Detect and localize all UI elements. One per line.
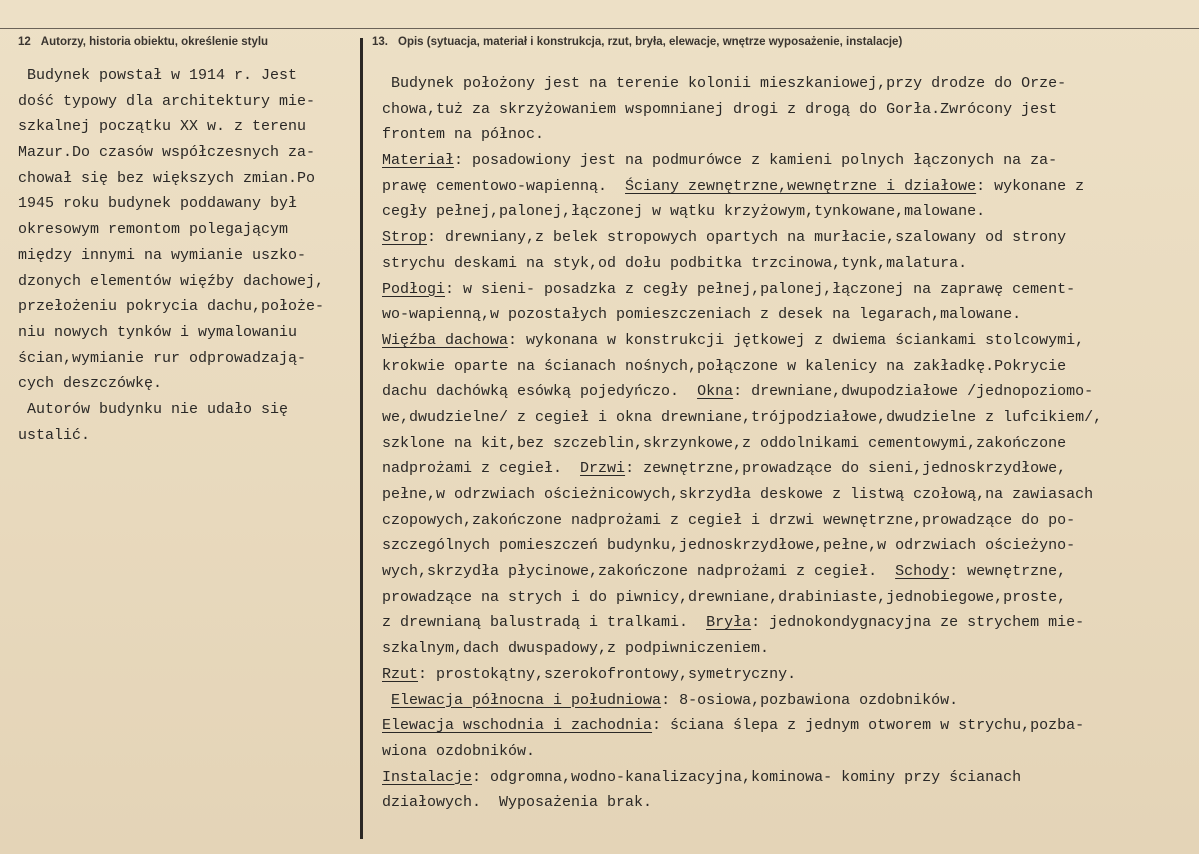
- description-text: : 8-osiowa,pozbawiona ozdobników.: [661, 691, 959, 709]
- section-heading: Elewacja wschodnia i zachodnia: [382, 717, 653, 735]
- section-heading: Materiał: [382, 152, 455, 170]
- description-text: prowadzące na strych i do piwnicy,drewniane,drabiniaste,jednobiegowe,proste,: [382, 588, 1067, 606]
- description-text-line: [382, 559, 1102, 585]
- section-heading: Instalacje: [382, 768, 473, 786]
- description-text-line: [382, 174, 1102, 200]
- description-text-line: [382, 225, 1102, 251]
- description-text: strychu deskami na styk,od dołu podbitka trzcinowa,tynk,malatura.: [382, 254, 968, 272]
- section-heading: Drzwi: [580, 460, 626, 478]
- description-text: : drewniane,dwupodziałowe /jednopoziomo-: [733, 383, 1094, 401]
- description-text-line: [382, 251, 1102, 277]
- description-text: działowych. Wyposażenia brak.: [382, 794, 653, 812]
- history-text-line: okresowym remontom polegającym: [18, 221, 289, 239]
- description-text-line: [382, 302, 1102, 328]
- description-text: krokwie oparte na ścianach nośnych,połączone w kalenicy na zakładkę.Pokrycie: [382, 357, 1067, 375]
- description-text-line: [382, 405, 1102, 431]
- history-text-line: szkalnej początku XX w. z terenu: [18, 118, 307, 136]
- column-divider: [360, 38, 363, 839]
- history-text-line: dzonych elementów więźby dachowej,: [18, 272, 325, 290]
- description-text-line: [382, 585, 1102, 611]
- description-text-line: [382, 456, 1102, 482]
- history-text-line: przełożeniu pokrycia dachu,położe-: [18, 298, 325, 316]
- top-rule: [0, 28, 1199, 29]
- description-text: czopowych,zakończone nadprożami z cegieł i drzwi wewnętrzne,prowadzące do po-: [382, 511, 1076, 529]
- description-text-line: [382, 148, 1102, 174]
- description-text: : ściana ślepa z jednym otworem w strychu,pozba-: [652, 717, 1085, 735]
- description-text: : w sieni- posadzka z cegły pełnej,palonej,łączonej na zaprawę cement-: [445, 280, 1076, 298]
- section-heading: Podłogi: [382, 280, 446, 298]
- left-section-number: 12: [18, 36, 31, 48]
- description-text: : wykonana w konstrukcji jętkowej z dwiema ściankami stolcowymi,: [508, 331, 1085, 349]
- description-text: : wykonane z: [976, 177, 1085, 195]
- history-text-line: ścian,wymianie rur odprowadzają-: [18, 349, 307, 367]
- description-text: : wewnętrzne,: [949, 563, 1067, 581]
- description-text: : odgromna,wodno-kanalizacyjna,kominowa- kominy przy ścianach: [472, 768, 1022, 786]
- history-text-line: dość typowy dla architektury mie-: [18, 92, 316, 110]
- description-text-line: [382, 662, 1102, 688]
- section-heading: Strop: [382, 229, 428, 247]
- right-section-title: Opis (sytuacja, materiał i konstrukcja, rzut, bryła, elewacje, wnętrze wyposażenie, instalacje): [398, 36, 903, 48]
- left-section-title: Autorzy, historia obiektu, określenie stylu: [40, 36, 269, 48]
- description-text-line: [382, 431, 1102, 457]
- history-text-line: Mazur.Do czasów współczesnych za-: [18, 144, 316, 162]
- description-text: prawę cementowo-wapienną.: [382, 177, 626, 195]
- description-text: nadprożami z cegieł.: [382, 460, 581, 478]
- description-text: Budynek położony jest na terenie kolonii mieszkaniowej,przy drodze do Orze-: [382, 75, 1067, 92]
- description-text-line: [382, 533, 1102, 559]
- history-text-column: [18, 63, 324, 448]
- right-section-number: 13.: [372, 36, 388, 48]
- description-text: : posadowiony jest na podmurówce z kamieni polnych łączonych na za-: [454, 152, 1058, 170]
- history-text-line: 1945 roku budynek poddawany był: [18, 195, 298, 213]
- description-text-line: [382, 688, 1102, 714]
- description-text-line: [382, 765, 1102, 791]
- history-text-line: ustalić.: [18, 426, 91, 444]
- description-text-line: [382, 636, 1102, 662]
- history-text-line: Budynek powstał w 1914 r. Jest: [18, 67, 298, 84]
- description-text: : prostokątny,szerokofrontowy,symetryczny.: [418, 665, 797, 683]
- history-text-line: chował się bez większych zmian.Po: [18, 169, 316, 187]
- history-text-line: cych deszczówkę.: [18, 375, 163, 393]
- description-text: frontem na północ.: [382, 126, 545, 144]
- description-text-line: [382, 610, 1102, 636]
- description-text-line: [382, 277, 1102, 303]
- description-text-line: [382, 354, 1102, 380]
- description-text: wo-wapienną,w pozostałych pomieszczeniach z desek na legarach,malowane.: [382, 306, 1022, 324]
- description-text-line: [382, 379, 1102, 405]
- history-text-line: niu nowych tynków i wymalowaniu: [18, 323, 298, 341]
- description-text: cegły pełnej,palonej,łączonej w wątku krzyżowym,tynkowane,malowane.: [382, 203, 986, 221]
- description-text-line: [382, 790, 1102, 816]
- description-text: [382, 692, 391, 709]
- description-text: : drewniany,z belek stropowych opartych na murłacie,szalowany od strony: [427, 229, 1067, 247]
- description-text: dachu dachówką esówką pojedyńczo.: [382, 383, 698, 401]
- left-section-header: [18, 36, 268, 48]
- description-text-column: [382, 71, 1102, 816]
- section-heading: Rzut: [382, 665, 419, 683]
- description-text: wiona ozdobników.: [382, 742, 536, 760]
- section-heading: Elewacja północna i południowa: [391, 691, 662, 709]
- description-text: szczególnych pomieszczeń budynku,jednoskrzydłowe,pełne,w odrzwiach ościeżyno-: [382, 537, 1076, 555]
- description-text: z drewnianą balustradą i tralkami.: [382, 614, 707, 632]
- description-text-line: [382, 713, 1102, 739]
- section-heading: Schody: [895, 563, 950, 581]
- description-text-line: [382, 122, 1102, 148]
- description-text: : zewnętrzne,prowadzące do sieni,jednoskrzydłowe,: [625, 460, 1067, 478]
- description-text: pełne,w odrzwiach ościeżnicowych,skrzydła deskowe z listwą czołową,na zawiasach: [382, 486, 1094, 503]
- description-text: we,dwudzielne/ z cegieł i okna drewniane,trójpodziałowe,dwudzielne z lufcikiem/,: [382, 408, 1103, 426]
- description-text: szkalnym,dach dwuspadowy,z podpiwniczeniem.: [382, 640, 770, 658]
- description-text: : jednokondygnacyjna ze strychem mie-: [751, 614, 1085, 632]
- section-heading: Okna: [697, 383, 734, 401]
- history-text-line: między innymi na wymianie uszko-: [18, 246, 307, 264]
- description-text-line: [382, 97, 1102, 123]
- right-section-header: [372, 36, 902, 48]
- description-text: wych,skrzydła płycinowe,zakończone nadprożami z cegieł.: [382, 563, 896, 581]
- section-heading: Bryła: [706, 614, 752, 632]
- description-text-line: [382, 739, 1102, 765]
- description-text: szklone na kit,bez szczeblin,skrzynkowe,z oddolnikami cementowymi,zakończone: [382, 434, 1067, 452]
- description-text-line: [382, 328, 1102, 354]
- description-text-line: [382, 71, 1102, 97]
- section-heading: Więźba dachowa: [382, 331, 509, 349]
- description-text: chowa,tuż za skrzyżowaniem wspomnianej drogi z drogą do Gorła.Zwrócony jest: [382, 100, 1058, 118]
- description-text-line: [382, 508, 1102, 534]
- section-heading: Ściany zewnętrzne,wewnętrzne i działowe: [625, 177, 977, 195]
- description-text-line: [382, 482, 1102, 508]
- history-text-line: Autorów budynku nie udało się: [18, 400, 289, 418]
- description-text-line: [382, 199, 1102, 225]
